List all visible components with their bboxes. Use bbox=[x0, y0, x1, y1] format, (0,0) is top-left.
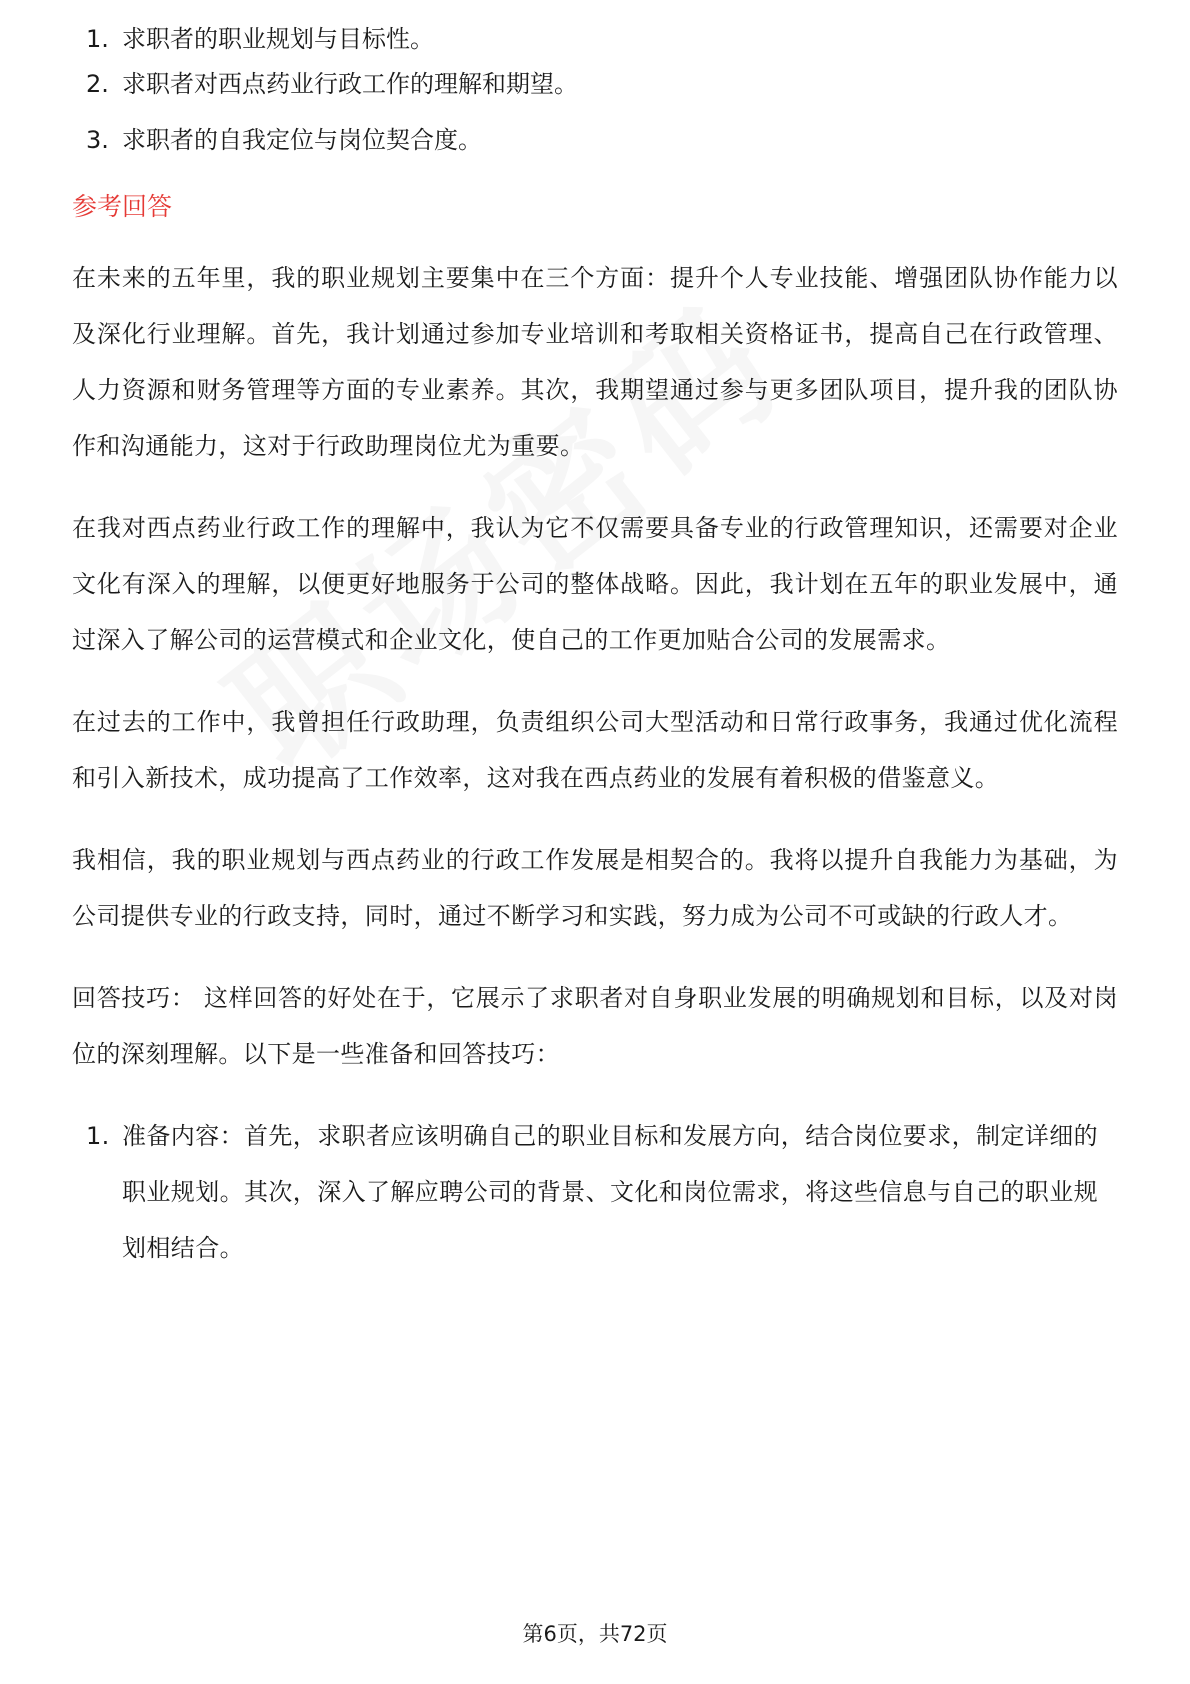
page-content bbox=[72, 25, 1118, 1276]
list-number: 1. bbox=[86, 1122, 110, 1150]
list-number: 3. bbox=[86, 126, 109, 154]
list-text: 求职者的自我定位与岗位契合度。 bbox=[122, 126, 482, 154]
list-number: 1. bbox=[86, 25, 109, 53]
criteria-list bbox=[72, 22, 1118, 168]
list-item bbox=[72, 112, 1118, 168]
list-item bbox=[72, 1108, 1118, 1276]
list-text: 求职者对西点药业行政工作的理解和期望。 bbox=[122, 70, 578, 98]
paragraph: 在未来的五年里，我的职业规划主要集中在三个方面：提升个人专业技能、增强团队协作能力以及深化行业理解。首先，我计划通过参加专业培训和考取相关资格证书，提高自己在行政管理、人力资源和财务管理等方面的专业素养。其次，我期望通过参与更多团队项目，提升我的团队协作和沟通能力，这对于行政助理岗位尤为重要。 bbox=[72, 264, 1118, 460]
paragraph: 在过去的工作中，我曾担任行政助理，负责组织公司大型活动和日常行政事务，我通过优化流程和引入新技术，成功提高了工作效率，这对我在西点药业的发展有着积极的借鉴意义。 bbox=[72, 708, 1118, 792]
paragraph: 在我对西点药业行政工作的理解中，我认为它不仅需要具备专业的行政管理知识，还需要对企业文化有深入的理解，以便更好地服务于公司的整体战略。因此，我计划在五年的职业发展中，通过深入了解公司的运营模式和企业文化，使自己的工作更加贴合公司的发展需求。 bbox=[72, 514, 1118, 654]
section-title: 参考回答 bbox=[72, 192, 173, 221]
paragraph: 我相信，我的职业规划与西点药业的行政工作发展是相契合的。我将以提升自我能力为基础，为公司提供专业的行政支持，同时，通过不断学习和实践，努力成为公司不可或缺的行政人才。 bbox=[72, 846, 1118, 930]
tips-list bbox=[72, 1108, 1118, 1276]
paragraph: 回答技巧： 这样回答的好处在于，它展示了求职者对自身职业发展的明确规划和目标，以及对岗位的深刻理解。以下是一些准备和回答技巧： bbox=[72, 984, 1118, 1068]
list-item bbox=[72, 22, 1118, 56]
list-item bbox=[72, 56, 1118, 112]
list-text: 准备内容：首先，求职者应该明确自己的职业目标和发展方向，结合岗位要求，制定详细的职业规划。其次，深入了解应聘公司的背景、文化和岗位需求，将这些信息与自己的职业规划相结合。 bbox=[122, 1122, 1098, 1262]
list-text: 求职者的职业规划与目标性。 bbox=[122, 25, 434, 53]
page-footer: 第6页，共72页 bbox=[522, 1622, 668, 1646]
list-number: 2. bbox=[86, 70, 109, 98]
